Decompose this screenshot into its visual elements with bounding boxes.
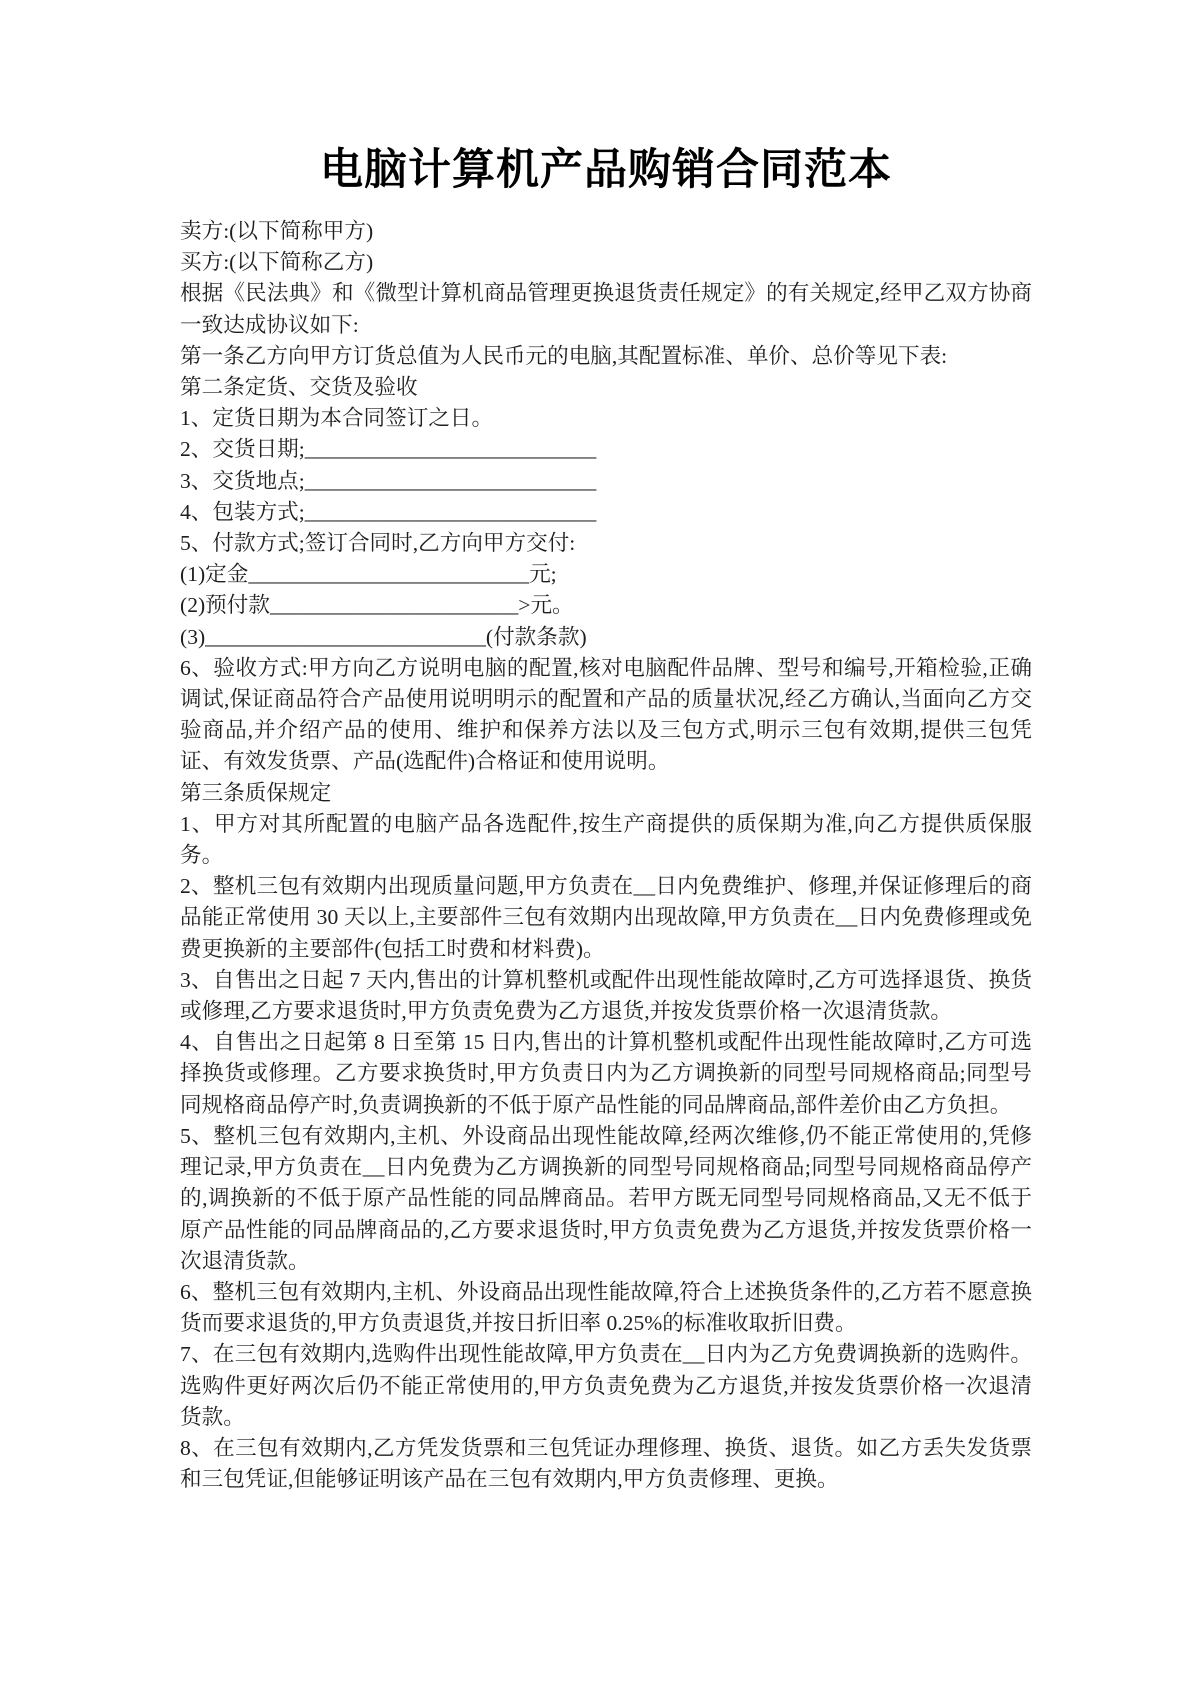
paragraph: 买方:(以下简称乙方): [180, 250, 374, 275]
paragraph: 1、定货日期为本合同签订之日。: [180, 406, 494, 431]
paragraph: 卖方:(以下简称甲方): [180, 219, 374, 243]
paragraph: 6、验收方式:甲方向乙方说明电脑的配置,核对电脑配件品牌、型号和编号,开箱检验,正确调试,保证商品符合产品使用说明明示的配置和产品的质量状况,经乙方确认,当面向乙方交验商品,并介绍产品的使用、维护和保养方法以及三包方式,明示三包有效期,提供三包凭证、有效发货票、产品(选配件)合格证和使用说明。: [180, 655, 1032, 774]
paragraph: 3、交货地点;___________________________: [180, 468, 597, 493]
paragraph: (3)__________________________(付款条款): [180, 624, 587, 649]
paragraph: (1)定金__________________________元;: [180, 562, 557, 587]
paragraph: 6、整机三包有效期内,主机、外设商品出现性能故障,符合上述换货条件的,乙方若不愿意换货而要求退货的,甲方负责退货,并按日折旧率 0.25%的标准收取折旧费。: [180, 1279, 1032, 1336]
paragraph: 第三条质保规定: [180, 780, 332, 805]
paragraph: (2)预付款_______________________>元。: [180, 593, 574, 618]
paragraph: 7、在三包有效期内,选购件出现性能故障,甲方负责在__日内为乙方免费调换新的选购件。选购件更好两次后仍不能正常使用的,甲方负责免费为乙方退货,并按发货票价格一次退清货款。: [180, 1342, 1032, 1429]
paragraph: 第一条乙方向甲方订货总值为人民币元的电脑,其配置标准、单价、总价等见下表:: [180, 343, 948, 368]
paragraph: 第二条定货、交货及验收: [180, 375, 418, 400]
paragraph: 1、甲方对其所配置的电脑产品各选配件,按生产商提供的质保期为准,向乙方提供质保服务。: [180, 811, 1032, 868]
paragraph: 5、付款方式;签订合同时,乙方向甲方交付:: [180, 531, 576, 556]
paragraph: 2、交货日期;___________________________: [180, 437, 597, 462]
document-title: 电脑计算机产品购销合同范本: [320, 147, 892, 194]
paragraph: 4、包装方式;___________________________: [180, 499, 597, 524]
paragraph: 4、自售出之日起第 8 日至第 15 日内,售出的计算机整机或配件出现性能故障时,乙方可选择换货或修理。乙方要求换货时,甲方负责日内为乙方调换新的同型号同规格商品;同型号同规格商品停产时,负责调换新的不低于原产品性能的同品牌商品,部件差价由乙方负担。: [180, 1030, 1032, 1117]
paragraph: 2、整机三包有效期内出现质量问题,甲方负责在__日内免费维护、修理,并保证修理后的商品能正常使用 30 天以上,主要部件三包有效期内出现故障,甲方负责在__日内免费修理或免费更换新的主要部件(包括工时费和材料费)。: [180, 874, 1032, 961]
paragraph: 5、整机三包有效期内,主机、外设商品出现性能故障,经两次维修,仍不能正常使用的,凭修理记录,甲方负责在__日内免费为乙方调换新的同型号同规格商品;同型号同规格商品停产的,调换新的不低于原产品性能的同品牌商品。若甲方既无同型号同规格商品,又无不低于原产品性能的同品牌商品的,乙方要求退货时,甲方负责免费为乙方退货,并按发货票价格一次退清货款。: [180, 1123, 1032, 1273]
paragraph: 3、自售出之日起 7 天内,售出的计算机整机或配件出现性能故障时,乙方可选择退货、换货或修理,乙方要求退货时,甲方负责免费为乙方退货,并按发货票价格一次退清货款。: [180, 967, 1032, 1024]
document-body: [180, 216, 1032, 1495]
document-content: [180, 140, 1032, 1495]
paragraph: 8、在三包有效期内,乙方凭发货票和三包凭证办理修理、换货、退货。如乙方丢失发货票和三包凭证,但能够证明该产品在三包有效期内,甲方负责修理、更换。: [180, 1435, 1032, 1492]
paragraph: 根据《民法典》和《微型计算机商品管理更换退货责任规定》的有关规定,经甲乙双方协商一致达成协议如下:: [180, 281, 1032, 337]
